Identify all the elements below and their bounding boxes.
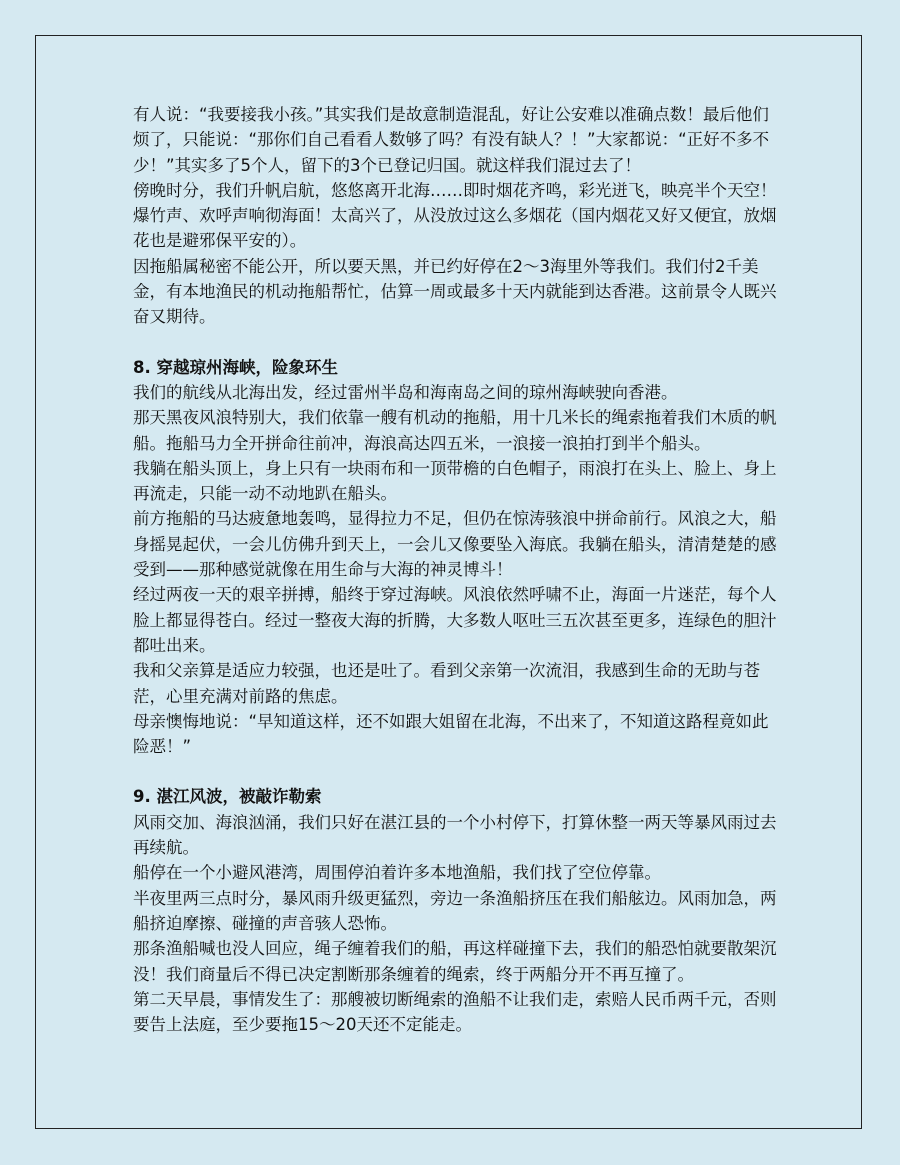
- section-gap: [133, 330, 785, 355]
- section-heading: 8. 穿越琼州海峡，险象环生: [133, 357, 338, 377]
- paragraph: 我们的航线从北海出发，经过雷州半岛和海南岛之间的琼州海峡驶向香港。: [133, 382, 678, 402]
- paragraph: 傍晚时分，我们升帆启航，悠悠离开北海……即时烟花齐鸣，彩光迸飞，映亮半个天空！爆竹声、欢呼声响彻海面！太高兴了，从没放过这么多烟花（国内烟花又好又便宜，放烟花也是避邪保平安的）。: [133, 180, 777, 251]
- paragraph: 我躺在船头顶上，身上只有一块雨布和一顶带檐的白色帽子，雨浪打在头上、脸上、身上再流走，只能一动不动地趴在船头。: [133, 458, 777, 504]
- paragraph: 我和父亲算是适应力较强，也还是吐了。看到父亲第一次流泪，我感到生命的无助与苍茫，心里充满对前路的焦虑。: [133, 661, 760, 706]
- paragraph: 前方拖船的马达疲惫地轰鸣，显得拉力不足，但仍在惊涛骇浪中拼命前行。风浪之大，船身摇晃起伏，一会儿仿佛升到天上，一会儿又像要坠入海底。我躺在船头，清清楚楚的感受到——那种感觉就像在用生命与大海的神灵博斗！: [133, 509, 777, 580]
- paragraph: 因拖船属秘密不能公开，所以要天黑，并已约好停在2～3海里外等我们。我们付2千美金，有本地渔民的机动拖船帮忙，估算一周或最多十天内就能到达香港。这前景令人既兴奋又期待。: [133, 256, 777, 327]
- paragraph: 那天黑夜风浪特别大，我们依靠一艘有机动的拖船，用十几米长的绳索拖着我们木质的帆船。拖船马力全开拼命往前冲，海浪高达四五米，一浪接一浪拍打到半个船头。: [133, 408, 777, 453]
- paragraph: 船停在一个小避风港湾，周围停泊着许多本地渔船，我们找了空位停靠。: [133, 863, 661, 883]
- section-heading: 9. 湛江风波，被敲诈勒索: [133, 787, 322, 807]
- paragraph: 母亲懊悔地说：“早知道这样，还不如跟大姐留在北海，不出来了，不知道这路程竟如此险恶！”: [133, 711, 769, 757]
- paragraph: 有人说：“我要接我小孩。”其实我们是故意制造混乱，好让公安难以准确点数！最后他们烦了，只能说：“那你们自己看看人数够了吗？有没有缺人？！”大家都说：“正好不多不少！”其实多了5个人，留下的3个已登记归国。就这样我们混过去了！: [133, 105, 770, 175]
- paragraph: 那条渔船喊也没人回应，绳子缠着我们的船，再这样碰撞下去，我们的船恐怕就要散架沉没！我们商量后不得已决定割断那条缠着的绳索，终于两船分开不再互撞了。: [133, 939, 777, 984]
- paragraph: 风雨交加、海浪汹涌，我们只好在湛江县的一个小村停下，打算休整一两天等暴风雨过去再续航。: [133, 812, 777, 858]
- document-body: [133, 102, 785, 1037]
- section-gap: [133, 759, 785, 784]
- paragraph: 第二天早晨，事情发生了：那艘被切断绳索的渔船不让我们走，索赔人民币两千元，否则要告上法庭，至少要拖15～20天还不定能走。: [133, 989, 777, 1035]
- paragraph: 半夜里两三点时分，暴风雨升级更猛烈，旁边一条渔船挤压在我们船舷边。风雨加急，两船挤迫摩擦、碰撞的声音骇人恐怖。: [133, 888, 777, 933]
- paragraph: 经过两夜一天的艰辛拼搏，船终于穿过海峡。风浪依然呼啸不止，海面一片迷茫，每个人脸上都显得苍白。经过一整夜大海的折腾，大多数人呕吐三五次甚至更多，连绿色的胆汁都吐出来。: [133, 585, 777, 655]
